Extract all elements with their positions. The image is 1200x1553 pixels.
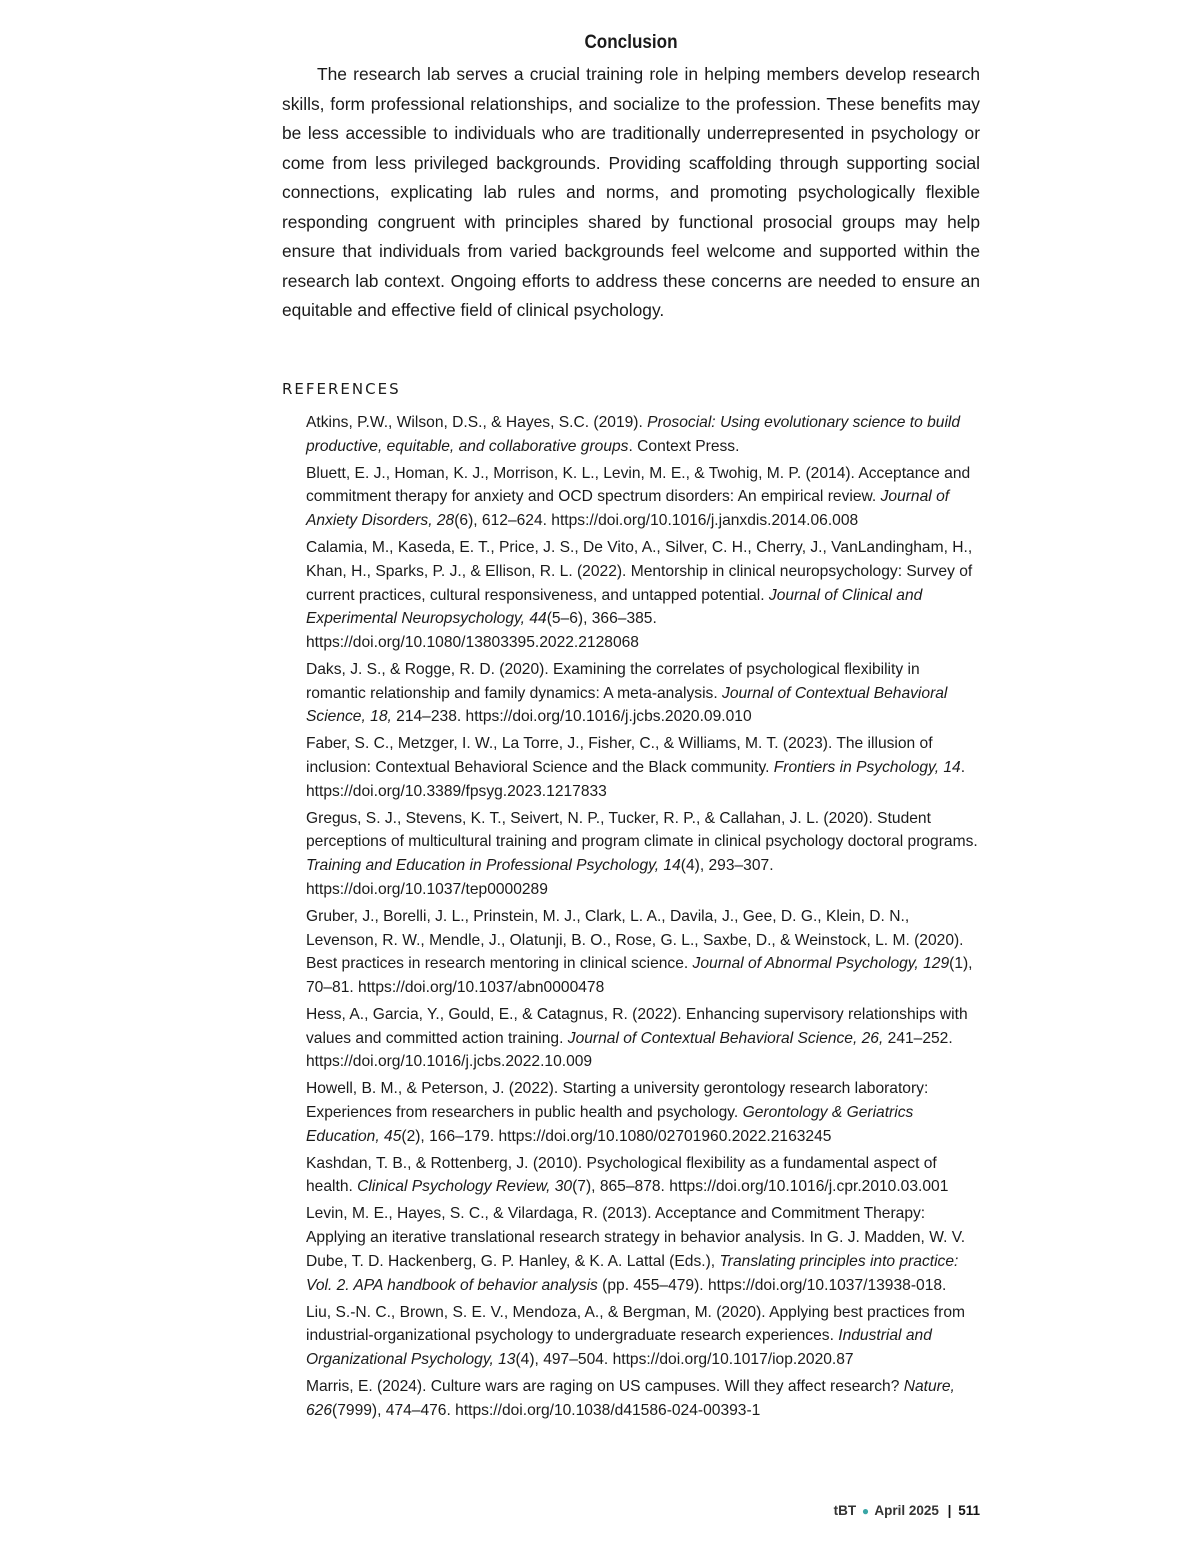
reference-item: Levin, M. E., Hayes, S. C., & Vilardaga, R. (2013). Acceptance and Commitment Therapy: Applying an iterative translational research strategy in behavior analysis. In G. J. Madden, W. V. Dube, T. D. Hackenberg, G. P. Hanley, & K. A. Lattal (Eds.), Translating principles into practice: Vol. 2. APA handbook of behavior analysis (pp. 455–479). https://doi.org/10.1037/13938-018. xyxy=(306,1205,966,1294)
reference-item: Daks, J. S., & Rogge, R. D. (2020). Examining the correlates of psychological flexibility in romantic relationship and family dynamics: A meta-analysis. Journal of Contextual Behavioral Science, 18, 214–238. https://doi.org/10.1016/j.jcbs.2020.09.010 xyxy=(306,660,948,726)
reference-item: Atkins, P.W., Wilson, D.S., & Hayes, S.C. (2019). Prosocial: Using evolutionary science to build productive, equitable, and collaborative groups. Context Press. xyxy=(306,414,961,455)
reference-item: Gruber, J., Borelli, J. L., Prinstein, M. J., Clark, L. A., Davila, J., Gee, D. G., Klein, D. N., Levenson, R. W., Mendle, J., Olatunji, B. O., Rose, G. L., Saxbe, D., & Weinstock, L. M. (2020). Best practices in research mentoring in clinical science. Journal of Abnormal Psychology, 129(1), 70–81. https://doi.org/10.1037/abn0000478 xyxy=(306,907,973,996)
conclusion-paragraph: The research lab serves a crucial training role in helping members develop research skills, form professional relationships, and socialize to the profession. These benefits may be less accessible to individuals who are traditionally underrepresented in psychology or come from less privileged backgrounds. Providing scaffolding through supporting social connections, explicating lab rules and norms, and promoting psychologically flexible responding congruent with principles shared by functional prosocial groups may help ensure that individuals from varied backgrounds feel welcome and supported within the research lab context. Ongoing efforts to address these concerns are needed to ensure an equitable and effective field of clinical psychology. xyxy=(282,64,980,320)
reference-item: Gregus, S. J., Stevens, K. T., Seivert, N. P., Tucker, R. P., & Callahan, J. L. (2020). Student perceptions of multicultural training and program climate in clinical psychology doctoral programs. Training and Education in Professional Psychology, 14(4), 293–307. https://doi.org/10.1037/tep0000289 xyxy=(306,809,978,898)
issue-date: April 2025 xyxy=(874,1503,939,1518)
reference-item: Hess, A., Garcia, Y., Gould, E., & Catagnus, R. (2022). Enhancing supervisory relationships with values and committed action training. Journal of Contextual Behavioral Science, 26, 241–252. https://doi.org/10.1016/j.jcbs.2022.10.009 xyxy=(306,1005,968,1071)
reference-item: Faber, S. C., Metzger, I. W., La Torre, J., Fisher, C., & Williams, M. T. (2023). The illusion of inclusion: Contextual Behavioral Science and the Black community. Frontiers in Psychology, 14. https://doi.org/10.3389/fpsyg.2023.1217833 xyxy=(306,735,966,800)
reference-list xyxy=(306,411,982,1426)
separator-dot-icon: ● xyxy=(861,1504,870,1518)
reference-item: Liu, S.-N. C., Brown, S. E. V., Mendoza, A., & Bergman, M. (2020). Applying best practices from industrial-organizational psychology to undergraduate research experiences. Industrial and Organizational Psychology, 13(4), 497–504. https://doi.org/10.1017/iop.2020.87 xyxy=(306,1303,965,1368)
conclusion-heading: Conclusion xyxy=(584,32,678,53)
journal-name: tBT xyxy=(833,1503,857,1518)
references-heading: REFERENCES xyxy=(282,380,401,398)
reference-item: Bluett, E. J., Homan, K. J., Morrison, K. L., Levin, M. E., & Twohig, M. P. (2014). Acceptance and commitment therapy for anxiety and OCD spectrum disorders: An empirical review. Journal of Anxiety Disorders, 28(6), 612–624. https://doi.org/10.1016/j.janxdis.2014.06.008 xyxy=(306,464,971,530)
reference-item: Kashdan, T. B., & Rottenberg, J. (2010). Psychological flexibility as a fundamental aspect of health. Clinical Psychology Review, 30(7), 865–878. https://doi.org/10.1016/j.cpr.2010.03.001 xyxy=(306,1154,949,1196)
footer-divider: | xyxy=(947,1503,952,1518)
reference-item: Calamia, M., Kaseda, E. T., Price, J. S., De Vito, A., Silver, C. H., Cherry, J., VanLandingham, H., Khan, H., Sparks, P. J., & Ellison, R. L. (2022). Mentorship in clinical neuropsychology: Survey of current practices, cultural responsiveness, and untapped potential. Journal of Clinical and Experimental Neuropsychology, 44(5–6), 366–385. https://doi.org/10.1080/13803395.2022.2128068 xyxy=(306,539,973,651)
page-number: 511 xyxy=(958,1503,980,1518)
reference-item: Howell, B. M., & Peterson, J. (2022). Starting a university gerontology research laboratory: Experiences from researchers in public health and psychology. Gerontology & Geriatrics Education, 45(2), 166–179. https://doi.org/10.1080/02701960.2022.2163245 xyxy=(306,1080,929,1145)
page-footer xyxy=(834,1501,980,1521)
reference-item: Marris, E. (2024). Culture wars are raging on US campuses. Will they affect research? Nature, 626(7999), 474–476. https://doi.org/10.1038/d41586-024-00393-1 xyxy=(306,1377,955,1419)
